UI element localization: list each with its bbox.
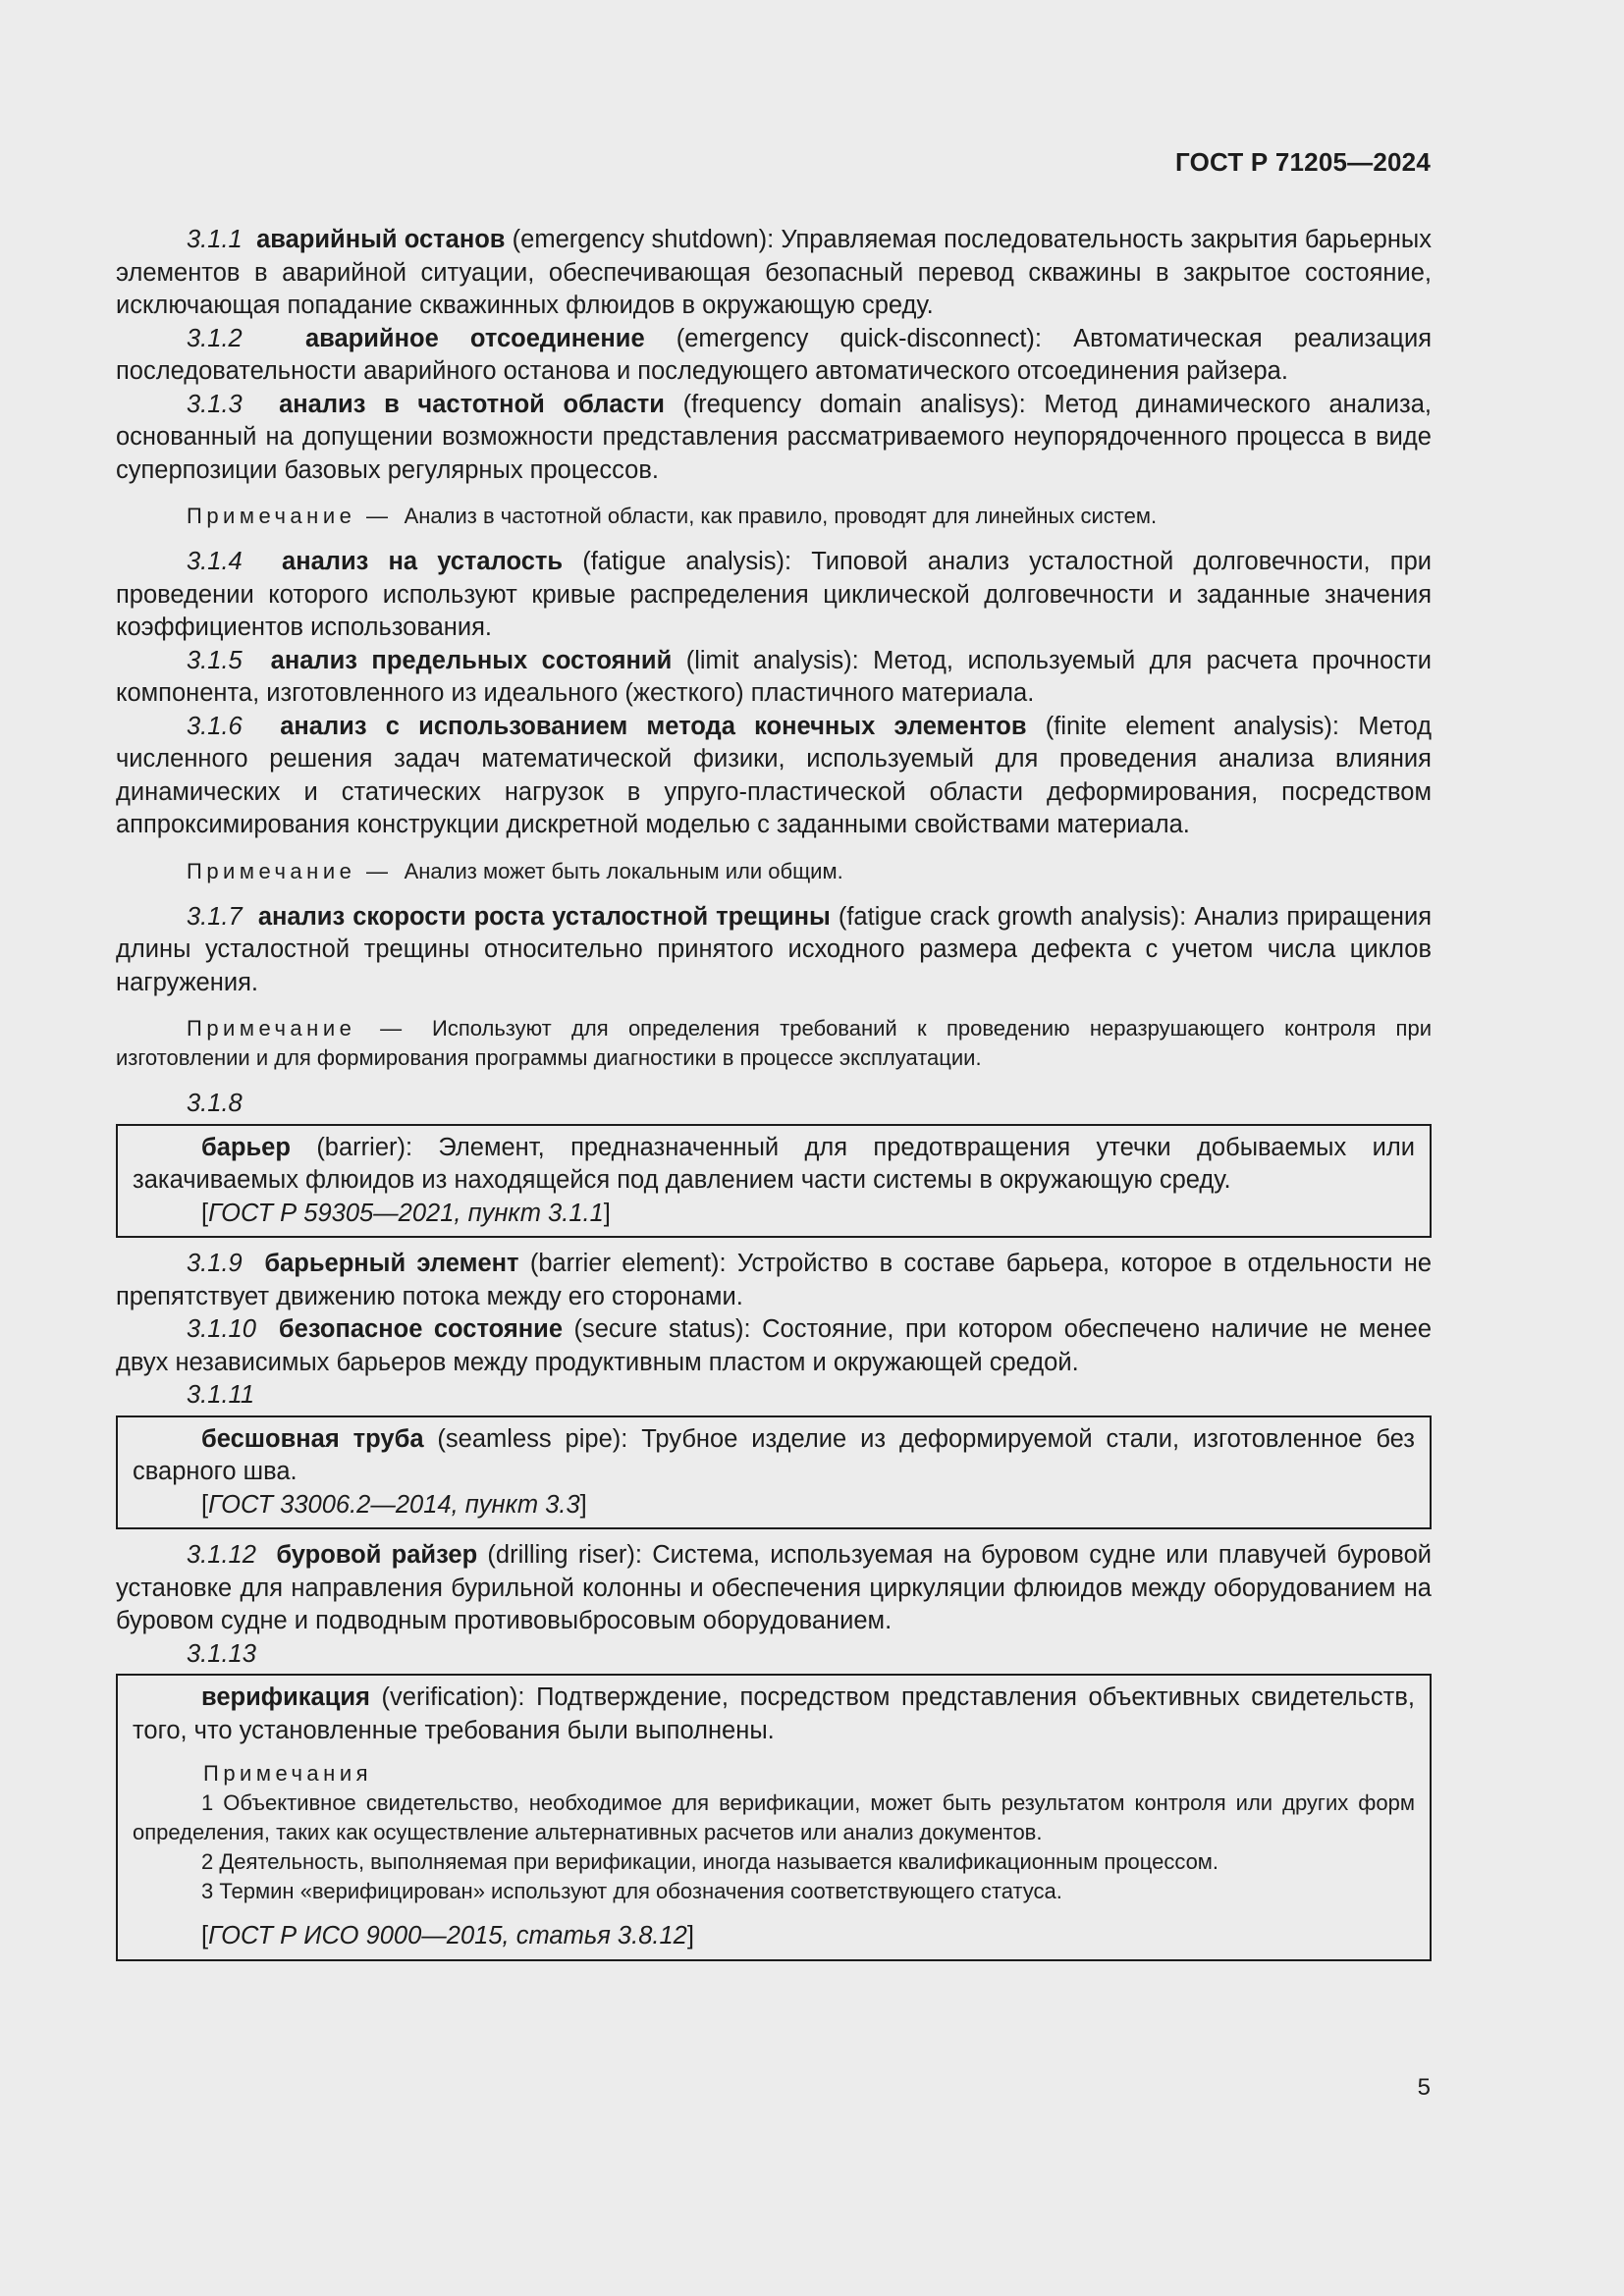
term-entry-3-1-10 xyxy=(116,1313,1432,1379)
note-item-3: 3 Термин «верифицирован» используют для обозначения соответствующего статуса. xyxy=(201,1879,1062,1903)
term-number: 3.1.8 xyxy=(187,1090,243,1117)
term-entry-3-1-5 xyxy=(116,645,1432,711)
term-number-line-3-1-13 xyxy=(116,1638,1432,1672)
document-code-header: ГОСТ Р 71205—2024 xyxy=(1175,147,1431,177)
term-name: бесшовная труба xyxy=(201,1424,424,1453)
term-name: барьер xyxy=(201,1133,291,1161)
term-name: буровой райзер xyxy=(276,1541,478,1569)
term-name: анализ в частотной области xyxy=(279,390,665,418)
term-entry-3-1-4 xyxy=(116,546,1432,645)
page-number: 5 xyxy=(1417,2074,1431,2101)
term-definition: (barrier element): Устройство в составе барьера, которое в отдельности не препятствует движению потока между его сторонами. xyxy=(116,1250,1433,1310)
term-name: анализ предельных состояний xyxy=(270,646,673,674)
note-label: Примечание — xyxy=(187,504,393,528)
reference-text: ГОСТ Р ИСО 9000—2015, статья 3.8.12 xyxy=(208,1922,687,1949)
term-name: безопасное состояние xyxy=(278,1315,564,1343)
note-label: Примечание — xyxy=(187,1016,406,1041)
term-definition: (seamless pipe): Трубное изделие из деформируемой стали, изготовленное без сварного шва. xyxy=(133,1424,1415,1485)
note-text: Используют для определения требований к проведению неразрушающего контроля при изготовлении и для формирования программы диагностики в процессе эксплуатации. xyxy=(116,1016,1432,1070)
term-name: аварийный останов xyxy=(256,226,506,253)
term-number-line-3-1-8 xyxy=(116,1088,1432,1121)
note-label: Примечание — xyxy=(187,858,393,883)
term-entry-3-1-8 xyxy=(133,1132,1415,1198)
term-name: анализ с использованием метода конечных элементов xyxy=(280,712,1027,740)
term-entry-3-1-3 xyxy=(116,389,1432,488)
notes-label: Примечания xyxy=(203,1761,373,1786)
term-number-line-3-1-11 xyxy=(116,1379,1432,1413)
term-entry-3-1-6 xyxy=(116,711,1432,842)
term-source-reference: [ГОСТ Р 59305—2021, пункт 3.1.1] xyxy=(201,1199,611,1227)
term-name: анализ скорости роста усталостной трещины xyxy=(257,902,831,931)
term-definition: (limit analysis): Метод, используемый для расчета прочности компонента, изготовленного из идеального (жесткого) пластичного материала. xyxy=(116,646,1432,707)
term-name: анализ на усталость xyxy=(282,548,564,575)
term-number: 3.1.1 xyxy=(187,226,243,253)
term-definition: (drilling riser): Система, используемая на буровом судне или плавучей буровой установке для направления бурильной колонны и обеспечения циркуляции флюидов между оборудованием на буровом судне и подводным противовыбросовым оборудованием. xyxy=(116,1541,1432,1634)
term-definition: (verification): Подтверждение, посредством представления объективных свидетельств, того, что установленные требования были выполнены. xyxy=(133,1683,1415,1744)
term-definition: (emergency quick-disconnect): Автоматическая реализация последовательности аварийного останова и последующего автоматического отсоединения райзера. xyxy=(116,324,1433,385)
term-number: 3.1.5 xyxy=(187,646,243,674)
term-source-reference: [ГОСТ Р ИСО 9000—2015, статья 3.8.12] xyxy=(201,1922,694,1949)
term-number: 3.1.9 xyxy=(187,1250,243,1277)
note-3-1-6 xyxy=(116,857,1432,886)
term-entry-3-1-1 xyxy=(116,224,1432,323)
term-entry-3-1-7 xyxy=(116,901,1432,1000)
reference-text: ГОСТ Р 59305—2021, пункт 3.1.1 xyxy=(208,1199,604,1227)
boxed-term-3-1-11 xyxy=(116,1415,1432,1530)
term-number: 3.1.6 xyxy=(187,712,243,740)
term-definition: (frequency domain analisys): Метод динамического анализа, основанный на допущении возможности представления рассматриваемого неупорядоченного процесса в виде суперпозиции базовых регулярных процессов. xyxy=(116,390,1432,484)
term-number: 3.1.3 xyxy=(187,390,243,418)
term-definition: (secure status): Состояние, при котором обеспечено наличие не менее двух независимых барьеров между продуктивным пластом и окружающей средой. xyxy=(116,1315,1433,1376)
term-definition: (fatigue analysis): Типовой анализ усталостной долговечности, при проведении которого используют кривые распределения циклической долговечности и заданные значения коэффициентов использования. xyxy=(116,548,1432,641)
note-text: Анализ в частотной области, как правило, проводят для линейных систем. xyxy=(404,504,1158,528)
term-entry-3-1-13 xyxy=(133,1682,1415,1747)
note-item-2: 2 Деятельность, выполняемая при верификации, иногда называется квалификационным процессом. xyxy=(201,1849,1219,1874)
term-name: аварийное отсоединение xyxy=(304,324,645,352)
term-number: 3.1.11 xyxy=(187,1381,255,1409)
term-number: 3.1.4 xyxy=(187,548,243,575)
term-number: 3.1.13 xyxy=(187,1639,256,1668)
term-number: 3.1.10 xyxy=(187,1315,256,1343)
boxed-term-3-1-13 xyxy=(116,1674,1432,1961)
term-definition: (barrier): Элемент, предназначенный для предотвращения утечки добываемых или закачиваемых флюидов из находящейся под давлением части системы в окружающую среду. xyxy=(133,1133,1415,1194)
term-name: барьерный элемент xyxy=(264,1250,519,1277)
boxed-term-3-1-8 xyxy=(116,1124,1432,1239)
term-entry-3-1-12 xyxy=(116,1539,1432,1638)
term-number: 3.1.12 xyxy=(187,1541,256,1569)
document-body xyxy=(116,224,1432,1971)
term-entry-3-1-2 xyxy=(116,323,1432,389)
term-definition: (fatigue crack growth analysis): Анализ приращения длины усталостной трещины относительно принятого исходного размера дефекта с учетом числа циклов нагружения. xyxy=(116,902,1433,996)
term-name: верификация xyxy=(201,1683,370,1711)
term-definition: (emergency shutdown): Управляемая последовательность закрытия барьерных элементов в аварийной ситуации, обеспечивающая безопасный перевод скважины в закрытое состояние, исключающая попадание скважинных флюидов в окружающую среду. xyxy=(116,226,1433,319)
reference-text: ГОСТ 33006.2—2014, пункт 3.3 xyxy=(208,1490,580,1519)
note-3-1-7 xyxy=(116,1014,1432,1073)
term-definition: (finite element analysis): Метод численного решения задач математической физики, используемый для проведения анализа влияния динамических и статических нагрузок в упруго-пластической области деформирования, посредством аппроксимирования конструкции дискретной моделью с заданными свойствами материала. xyxy=(116,712,1432,838)
term-entry-3-1-11 xyxy=(133,1423,1415,1489)
notes-heading xyxy=(133,1759,1415,1789)
note-item-1: 1 Объективное свидетельство, необходимое для верификации, может быть результатом контроля или других форм определения, таких как осуществление альтернативных расчетов или анализ документов. xyxy=(133,1790,1415,1844)
term-source-reference: [ГОСТ 33006.2—2014, пункт 3.3] xyxy=(201,1490,587,1519)
term-entry-3-1-9 xyxy=(116,1248,1432,1313)
note-3-1-3 xyxy=(116,502,1432,531)
note-text: Анализ может быть локальным или общим. xyxy=(404,858,843,883)
term-number: 3.1.7 xyxy=(187,902,243,931)
term-number: 3.1.2 xyxy=(187,324,243,352)
